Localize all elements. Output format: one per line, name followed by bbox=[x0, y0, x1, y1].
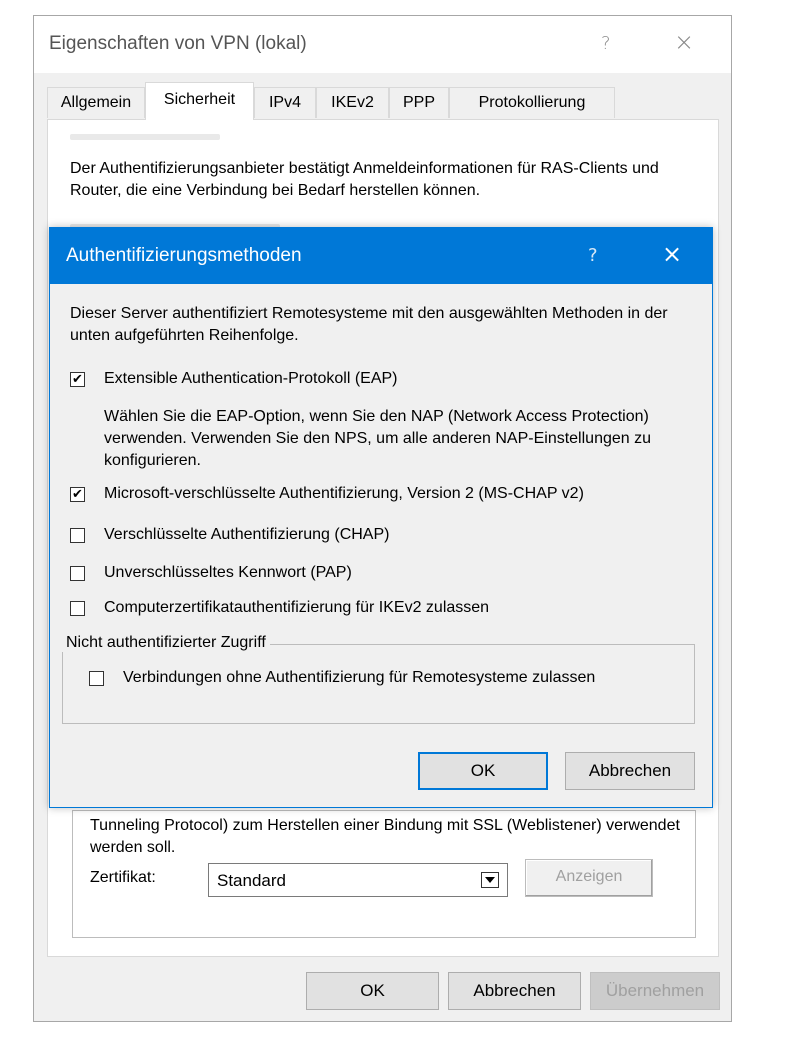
unauth-checkbox[interactable] bbox=[89, 671, 104, 686]
ssl-certificate-group bbox=[72, 810, 696, 938]
tab-ipv4[interactable]: IPv4 bbox=[254, 87, 316, 118]
pap-label: Unverschlüsseltes Kennwort (PAP) bbox=[104, 564, 352, 581]
outer-window-title: Eigenschaften von VPN (lokal) bbox=[49, 33, 307, 54]
tab-ikev2[interactable]: IKEv2 bbox=[316, 87, 389, 118]
close-icon[interactable]: × bbox=[674, 28, 695, 56]
unauthenticated-access-legend: Nicht authentifizierter Zugriff bbox=[62, 634, 270, 652]
authentication-methods-dialog bbox=[49, 227, 713, 808]
help-icon[interactable]: ? bbox=[588, 245, 598, 266]
chevron-down-icon[interactable] bbox=[481, 872, 499, 888]
tab-ppp[interactable]: PPP bbox=[389, 87, 449, 118]
certificate-label: Zertifikat: bbox=[90, 869, 156, 886]
inner-cancel-button[interactable]: Abbrechen bbox=[565, 752, 695, 790]
inner-ok-button[interactable]: OK bbox=[418, 752, 548, 790]
ikev2-cert-label: Computerzertifikatauthentifizierung für IKEv2 zulassen bbox=[104, 599, 490, 616]
mschap-label: Microsoft-verschlüsselte Authentifizierung, Version 2 (MS-CHAP v2) bbox=[104, 485, 584, 502]
eap-label: Extensible Authentication-Protokoll (EAP) bbox=[104, 370, 398, 387]
eap-checkbox[interactable]: ✔ bbox=[70, 372, 85, 387]
pap-checkbox[interactable] bbox=[70, 566, 85, 581]
close-icon[interactable]: × bbox=[662, 240, 683, 268]
ssl-binding-description: Tunneling Protocol) zum Herstellen einer Bindung mit SSL (Weblistener) verwendet werden soll. bbox=[90, 817, 680, 856]
unauthenticated-access-group bbox=[62, 644, 695, 724]
tab-sicherheit[interactable]: Sicherheit bbox=[145, 82, 254, 120]
ikev2-cert-checkbox[interactable] bbox=[70, 601, 85, 616]
chap-checkbox[interactable] bbox=[70, 528, 85, 543]
unauth-label: Verbindungen ohne Authentifizierung für Remotesysteme zulassen bbox=[123, 669, 596, 686]
inner-dialog-title: Authentifizierungsmethoden bbox=[66, 245, 302, 266]
show-certificate-button[interactable]: Anzeigen bbox=[525, 859, 653, 897]
obscured-text-line bbox=[70, 134, 220, 140]
outer-title-bar[interactable] bbox=[34, 16, 731, 73]
chap-label: Verschlüsselte Authentifizierung (CHAP) bbox=[104, 526, 390, 543]
help-icon[interactable]: ? bbox=[601, 33, 611, 54]
certificate-dropdown[interactable] bbox=[208, 863, 508, 897]
certificate-selected-value: Standard bbox=[217, 871, 286, 890]
auth-intro-text: Dieser Server authentifiziert Remotesysteme mit den ausgewählten Methoden in der unten aufgeführten Reihenfolge. bbox=[70, 305, 668, 344]
provider-description: Der Authentifizierungsanbieter bestätigt Anmeldeinformationen für RAS-Clients und Router, die eine Verbindung bei Bedarf herstellen können. bbox=[70, 160, 659, 199]
tab-protokollierung[interactable]: Protokollierung bbox=[449, 87, 615, 118]
inner-title-bar[interactable] bbox=[50, 228, 712, 284]
mschap-checkbox[interactable]: ✔ bbox=[70, 487, 85, 502]
eap-help-text: Wählen Sie die EAP-Option, wenn Sie den NAP (Network Access Protection) verwenden. Verwenden Sie den NPS, um alle anderen NAP-Einstellungen zu konfigurieren. bbox=[104, 408, 651, 469]
outer-ok-button[interactable]: OK bbox=[306, 972, 439, 1010]
tab-allgemein[interactable]: Allgemein bbox=[47, 87, 145, 118]
outer-cancel-button[interactable]: Abbrechen bbox=[448, 972, 581, 1010]
apply-button[interactable]: Übernehmen bbox=[590, 972, 720, 1010]
